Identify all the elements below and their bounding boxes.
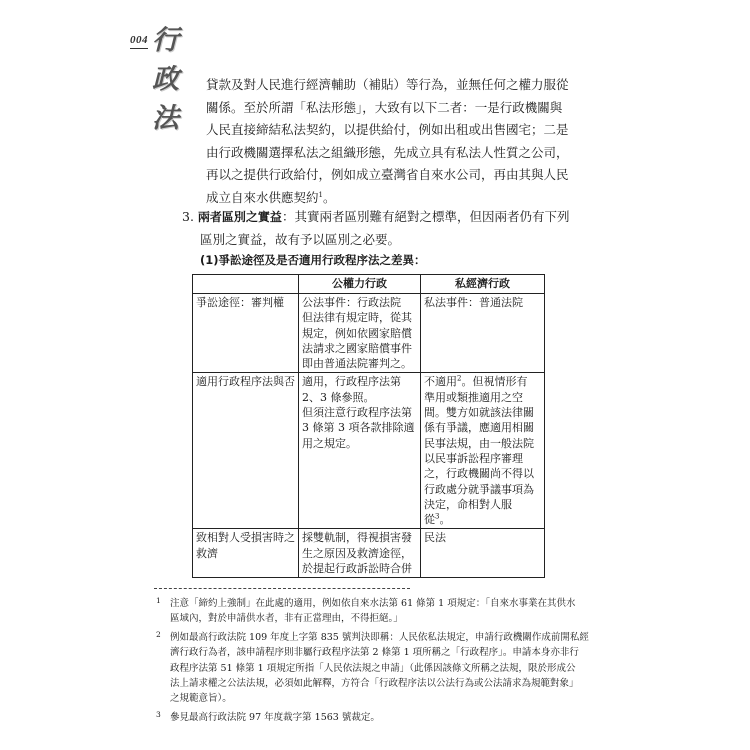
paragraph-line: 人民直接締結私法契約，以提供給付，例如出租或出售國宅；二是 (206, 122, 569, 137)
table-row (193, 373, 545, 529)
row-label (193, 294, 299, 373)
cell-text: 。 (439, 513, 451, 527)
cell-line: 係有爭議，應適用相關 (424, 421, 534, 435)
table-row (193, 294, 545, 373)
footnote-line: 注意「締約上強制」在此處的適用，例如依自來水法第 61 條第 1 項規定：「自來水事業在其供水 (170, 598, 576, 609)
footnote-line: 之規範意旨）。 (170, 693, 232, 705)
table-header-row (193, 275, 545, 294)
footnote-2 (150, 630, 590, 707)
footnote-line: 濟行政行為者，該申請程序則非屬行政程序法第 2 條第 1 項所稱之「行政程序」。申請本身亦非行 (170, 647, 579, 659)
section-text: ：其實兩者區別難有絕對之標準，但因兩者仍有下列 (281, 209, 570, 224)
running-title: 行政法 (152, 25, 180, 134)
cell-line: 間。雙方如就該法律關 (424, 406, 534, 420)
section-3-line-2: 區別之實益，故有予以區別之必要。 (200, 231, 401, 247)
paragraph-line: 再以之提供行政給付，例如成立臺灣省自來水公司，再由其與人民 (206, 167, 569, 182)
cell-line: 救濟 (196, 546, 218, 560)
cell-line: 於提起行政訴訟時合併 (302, 562, 412, 576)
paragraph-line-text: 成立自來水供應契約 (206, 189, 319, 205)
cell-line (424, 374, 541, 389)
row-label (193, 373, 299, 529)
paragraph-line: 關係。至於所謂「私法形態」，大致有以下二者：一是行政機關與 (206, 99, 563, 115)
cell-line: 法請求之國家賠償事件 (302, 341, 412, 355)
cell-line: 2、3 條參照。 (302, 390, 375, 404)
cell-line: 行政處分就爭議事項為 (424, 482, 534, 496)
cell-line: 民法 (424, 531, 446, 545)
cell-line: 3 條第 3 項各款排除適 (302, 421, 415, 435)
body-paragraph (206, 74, 576, 209)
footnote-line: 政程序法第 51 條第 1 項規定所指「人民依法規之申請」（此係因該條文所稱之法規，限於形成公 (170, 662, 576, 674)
public-cell (299, 294, 421, 373)
paragraph-line: 貸款及對人民進行經濟輔助（補貼）等行為，並無任何之權力服從 (206, 77, 569, 92)
footnotes (150, 596, 590, 728)
table-header-public: 公權力行政 (299, 275, 421, 294)
footnote-number: 1 (156, 596, 161, 605)
cell-line: 生之原因及救濟途徑， (302, 546, 412, 560)
cell-line: 準用或類推適用之空 (424, 390, 523, 404)
cell-line: 規定，例如依國家賠償 (302, 326, 412, 340)
cell-line: 但須注意行政程序法第 (302, 406, 412, 420)
cell-line: 致相對人受損害時之 (196, 531, 295, 545)
footnote-line: 法上請求權之公法法規，必須如此解釋，方符合「行政程序法以公法行為或公法請求為規範對象」 (170, 678, 579, 690)
cell-line: 用之規定。 (302, 436, 357, 450)
section-3-line-1 (182, 206, 582, 229)
cell-line: 即由普通法院審判之。 (302, 357, 412, 371)
subheading: (1)爭訟途徑及是否適用行政程序法之差異： (200, 253, 426, 267)
cell-line: 採雙軌制，得視損害發 (302, 531, 412, 545)
page-number-underline (130, 48, 148, 49)
table-header-private: 私經濟行政 (421, 275, 545, 294)
cell-text: 從 (424, 513, 435, 527)
private-cell (421, 294, 545, 373)
cell-line: 適用行政程序法與否 (196, 375, 295, 389)
table-row (193, 529, 545, 578)
footnote-1 (150, 596, 590, 627)
cell-line: 但法律有規定時，從其 (302, 311, 412, 325)
paragraph-line: 由行政機關選擇私法之組織形態，先成立具有私法人性質之公司， (206, 144, 569, 160)
section-number: 3. (182, 209, 194, 224)
footnote-number: 3 (156, 709, 161, 719)
footnote-line: 區域內，對於申請供水者，非有正當理由，不得拒絕。」 (170, 613, 403, 625)
cell-text: 不適用 (424, 375, 457, 389)
private-cell (421, 373, 545, 529)
footnote-line: 參見最高行政法院 97 年度裁字第 1563 號裁定。 (170, 711, 380, 723)
cell-line: 公法事件：行政法院 (302, 296, 401, 309)
private-cell (421, 529, 545, 578)
cell-line: 之，行政機關尚不得以 (424, 467, 534, 481)
cell-line: 民事法規，由一般法院 (424, 436, 534, 450)
cell-line: 決定，命相對人服 (424, 497, 512, 511)
cell-text: 。但視情形有 (461, 375, 528, 389)
cell-line (424, 512, 541, 527)
cell-line: 適用，行政程序法第 (302, 375, 401, 389)
section-3 (182, 206, 582, 250)
footnote-3 (150, 710, 590, 725)
footnote-divider (154, 588, 410, 589)
cell-line: 以民事訴訟程序審理 (424, 451, 523, 465)
table-header-blank (193, 275, 299, 294)
cell-line: 私法事件：普通法院 (424, 296, 523, 309)
footnote-ref-2[interactable]: 2 (457, 374, 462, 383)
public-cell (299, 529, 421, 578)
footnote-ref-3[interactable]: 3 (435, 512, 440, 521)
paragraph-line-end: 。 (322, 189, 336, 205)
footnote-number: 2 (156, 629, 161, 639)
section-heading: 兩者區別之實益 (197, 210, 282, 224)
row-label (193, 529, 299, 578)
public-cell (299, 373, 421, 529)
cell-line: 爭訟途徑：審判權 (196, 296, 284, 309)
footnote-ref-1[interactable]: 1 (318, 190, 323, 199)
footnote-line: 例如最高行政法院 109 年度上字第 835 號判決即稱：人民依私法規定，申請行政機關作成前開私經 (170, 631, 589, 643)
comparison-table (192, 274, 545, 578)
page-number: 004 (130, 34, 148, 46)
